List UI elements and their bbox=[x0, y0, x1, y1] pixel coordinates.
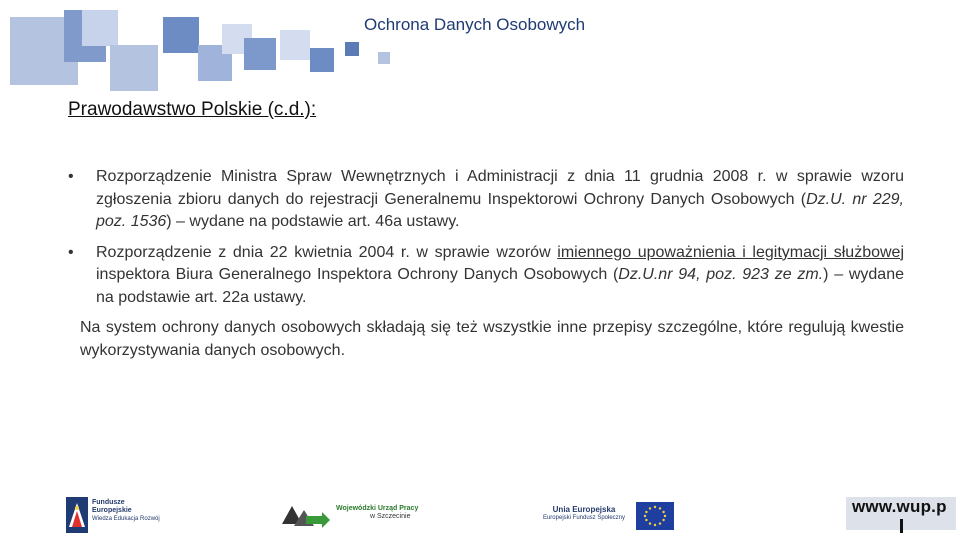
wup-line1: Wojewódzki Urząd Pracy bbox=[336, 505, 419, 512]
decor-square bbox=[110, 45, 158, 91]
eu-flag-icon bbox=[636, 502, 674, 530]
bullet-text-part: Rozporządzenie z dnia 22 kwietnia 2004 r. w sprawie wzorów bbox=[96, 243, 558, 261]
website-link[interactable]: www.wup.p bbox=[852, 497, 947, 516]
website-link-tail bbox=[900, 519, 903, 533]
section-title: Prawodawstwo Polskie (c.d.): bbox=[68, 99, 317, 120]
bullet-text-part: ) – wydane na podstawie art. 22a ustawy. bbox=[96, 266, 904, 306]
decor-square bbox=[310, 48, 334, 72]
ue-line2: Europejski Fundusz Społeczny bbox=[542, 515, 626, 521]
bullet-text bbox=[96, 166, 904, 234]
bullet-symbol: • bbox=[68, 168, 74, 185]
fe-line3: Wiedza Edukacja Rozwój bbox=[92, 516, 160, 522]
underlined-phrase: imiennego upoważnienia i legitymacji służbowej bbox=[557, 243, 904, 261]
list-item bbox=[68, 242, 904, 310]
decor-square bbox=[244, 38, 276, 70]
citation: Dz.U. nr 229, poz. 1536 bbox=[96, 190, 904, 230]
content-body bbox=[68, 166, 904, 362]
bullet-symbol: • bbox=[68, 243, 74, 261]
closing-paragraph: Na system ochrony danych osobowych składają się też wszystkie inne przepisy szczególne, które regulują kwestie wykorzystywania danych osobowych. bbox=[80, 319, 904, 359]
bullet-text-part: inspektora Biura Generalnego Inspektora Ochrony Danych Osobowych ( bbox=[96, 266, 619, 283]
wup-line2: w Szczecinie bbox=[370, 513, 411, 520]
bullet-text-part: Rozporządzenie Ministra Spraw Wewnętrznych i Administracji z dnia 11 grudnia 2008 r. w sprawie wzoru zgłoszenia zbioru danych do rejestracji Generalnemu Inspektorowi Ochrony Danych Osobowych ( bbox=[96, 168, 904, 208]
fe-line1: Fundusze bbox=[92, 499, 125, 506]
wup-emblem-icon bbox=[280, 500, 330, 530]
bullet-text-part: ) – wydane na podstawie art. 46a ustawy. bbox=[166, 213, 460, 230]
decor-square bbox=[345, 42, 359, 56]
bullet-text bbox=[96, 242, 904, 310]
decor-square bbox=[163, 17, 199, 53]
header-title: Ochrona Danych Osobowych bbox=[364, 15, 586, 34]
logo-unia-europejska bbox=[538, 500, 678, 532]
ue-line1: Unia Europejska bbox=[552, 505, 616, 514]
citation: Dz.U.nr 94, poz. 923 ze zm. bbox=[618, 266, 824, 283]
decor-square bbox=[378, 52, 390, 64]
list-item bbox=[68, 166, 904, 234]
fe-emblem-icon bbox=[66, 497, 88, 533]
logo-fundusze-europejskie bbox=[66, 497, 176, 533]
logo-wup bbox=[280, 500, 430, 530]
fe-line2: Europejskie bbox=[92, 507, 132, 514]
decor-square bbox=[82, 10, 118, 46]
decor-square bbox=[280, 30, 310, 60]
